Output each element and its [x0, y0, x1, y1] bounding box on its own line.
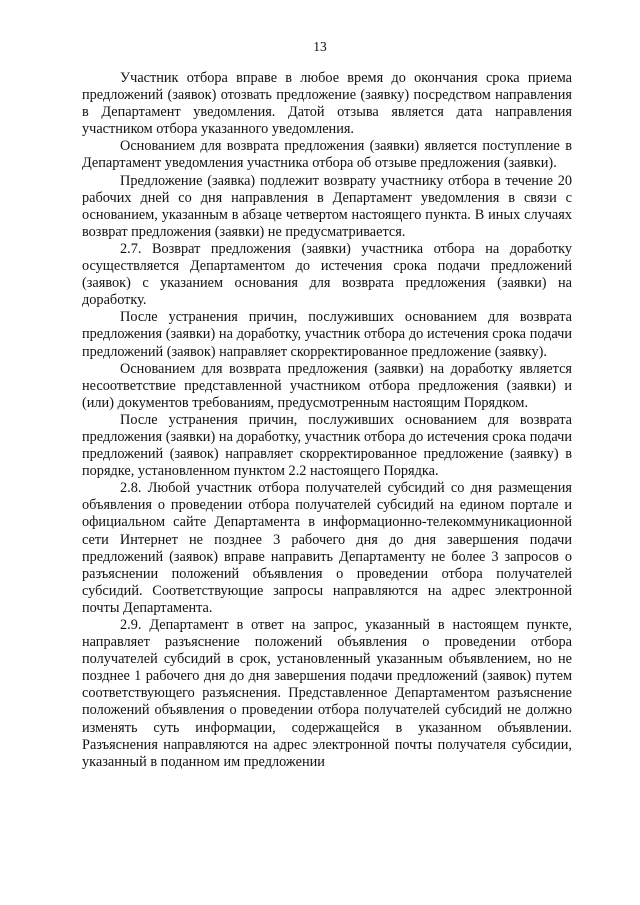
paragraph-clause-2-9: 2.9. Департамент в ответ на запрос, указанный в настоящем пункте, направляет разъяснение положений объявления о проведении отбора получателей субсидий в срок, установленный указанным объявлением, но не позднее 1 рабочего дня до дня завершения подачи предложений (заявок) путем соответствующего разъяснения. Представленное Департаментом разъяснение положений объявления о проведении отбора получателей субсидий не должно изменять суть информации, содержащейся в указанном объявлении. Разъяснения направляются на адрес электронной почты получателя субсидии, указанный в поданном им предложении	[82, 617, 572, 770]
paragraph-withdrawal-right: Участник отбора вправе в любое время до окончания срока приема предложений (заявок) отозвать предложение (заявку) посредством направления в Департамент уведомления. Датой отзыва является дата направления участником отбора указанного уведомления.	[82, 70, 572, 138]
paragraph-return-basis: Основанием для возврата предложения (заявки) на доработку является несоответствие представленной участником отбора предложения (заявки) и (или) документов требованиям, предусмотренным настоящим Порядком.	[82, 360, 572, 411]
paragraph-clause-2-7: 2.7. Возврат предложения (заявки) участника отбора на доработку осуществляется Департаментом до истечения срока подачи предложений (заявок) с указанием основания для возврата предложения (заявки) на доработку.	[82, 240, 572, 309]
document-body	[82, 70, 572, 771]
paragraph-clause-2-8: 2.8. Любой участник отбора получателей субсидий со дня размещения объявления о проведении отбора получателей субсидий на едином портале и официальном сайте Департамента в информационно-телекоммуникационной сети Интернет не позднее 3 рабочего дня до дня завершения подачи предложений (заявок) вправе направить Департаменту не более 3 запросов о разъяснении положений объявления о проведении отбора получателей субсидий. Соответствующие запросы направляются на адрес электронной почты Департамента.	[82, 480, 572, 616]
paragraph-resubmission: После устранения причин, послуживших основанием для возврата предложения (заявки) на доработку, участник отбора до истечения срока подачи предложений (заявок) направляет скорректированное предложение (заявку).	[82, 309, 572, 360]
paragraph-withdrawal-basis: Основанием для возврата предложения (заявки) является поступление в Департамент уведомления участника отбора об отзыве предложения (заявки).	[82, 138, 572, 172]
paragraph-resubmission-procedure: После устранения причин, послуживших основанием для возврата предложения (заявки) на доработку, участник отбора до истечения срока подачи предложений (заявок) направляет скорректированное предложение (заявку) в порядке, установленном пунктом 2.2 настоящего Порядка.	[82, 411, 572, 480]
paragraph-return-period: Предложение (заявка) подлежит возврату участнику отбора в течение 20 рабочих дней со дня направления в Департамент уведомления в связи с основанием, указанным в абзаце четвертом настоящего пункта. В иных случаях возврат предложения (заявки) не предусматривается.	[82, 172, 572, 240]
page-number: 13	[313, 39, 327, 54]
